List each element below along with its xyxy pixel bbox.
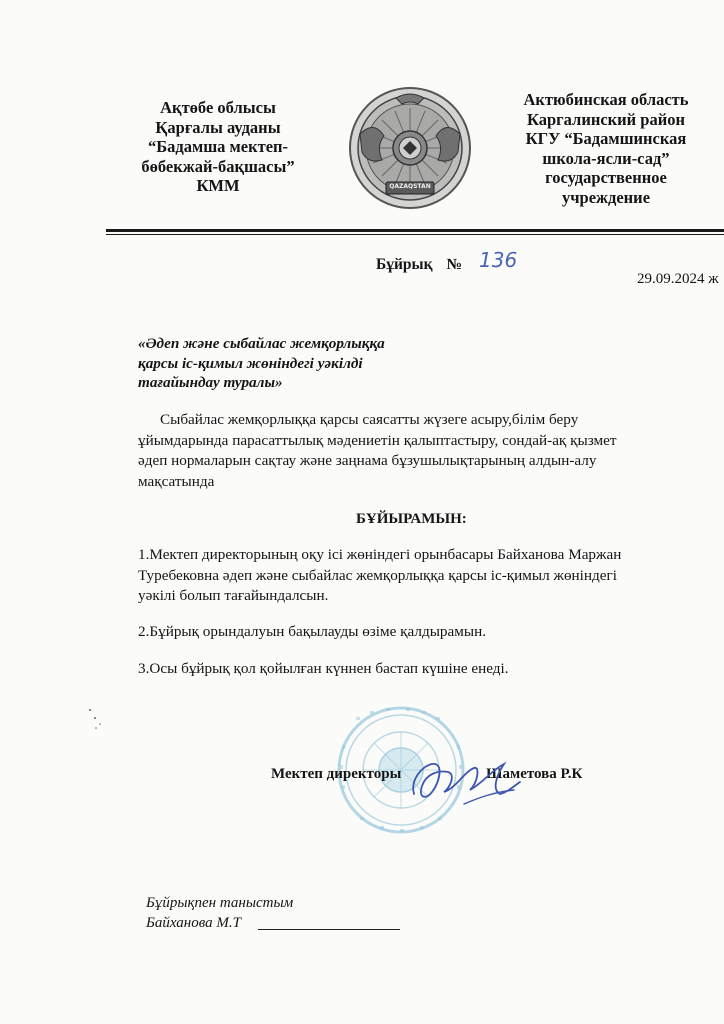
header-right-line: КГУ “Бадамшинская xyxy=(525,129,687,148)
acknowledgement-line1: Бұйрықпен таныстым xyxy=(146,895,294,911)
order-title-line: «Әдеп және сыбайлас жемқорлыққа xyxy=(138,335,385,352)
order-item-1: 1.Мектеп директорының оқу ісі жөніндегі орынбасары Байханова Маржан Туребековна әдеп және сыбайлас жемқорлыққа қарсы іс-қимыл жөніндегі уәкілі болып тағайындалсын. xyxy=(138,546,622,604)
header-left-line: “Бадамша мектеп- xyxy=(147,137,289,156)
order-item-3: 3.Осы бұйрық қол қойылған күннен бастап күшіне енеді. xyxy=(138,660,509,677)
header-right-line: Актюбинская область xyxy=(523,90,689,109)
header-divider-thin xyxy=(106,234,724,235)
order-title xyxy=(138,334,385,393)
acknowledgement-line2: Байханова М.Т xyxy=(146,915,241,931)
header-right-line: школа-ясли-сад” xyxy=(542,148,670,168)
order-item-2: 2.Бұйрық орындалуын бақылауды өзіме қалдырамын. xyxy=(138,623,486,640)
header-right-line: государственное xyxy=(545,168,667,187)
handwritten-signature xyxy=(404,742,524,812)
acknowledgement xyxy=(146,893,293,933)
order-label: Бұйрық xyxy=(376,256,433,273)
emblem-ribbon-text: QAZAQSTAN xyxy=(389,183,431,190)
header-right-line: учреждение xyxy=(561,187,651,207)
header-right-line: Каргалинский район xyxy=(527,109,685,129)
header-divider-thick xyxy=(106,229,724,232)
order-title-line: тағайындау туралы» xyxy=(138,374,283,391)
header-left-kazakh xyxy=(118,98,318,196)
order-number-handwritten: 136 xyxy=(479,248,518,272)
order-number-sign: № xyxy=(446,256,463,273)
header-left-line: бөбекжай-бақшасы” xyxy=(141,156,295,176)
header-left-line: Қарғалы ауданы xyxy=(155,117,281,137)
header-left-line: Ақтөбе облысы xyxy=(160,98,276,117)
signature-role: Мектеп директоры xyxy=(271,766,402,782)
order-title-line: қарсы іс-қимыл жөніндегі уәкілді xyxy=(138,354,363,372)
signature-scribble-icon xyxy=(404,742,524,812)
margin-specks xyxy=(86,706,106,730)
state-emblem xyxy=(348,86,472,210)
order-date: 29.09.2024 ж xyxy=(637,271,719,287)
state-emblem-icon xyxy=(348,86,472,210)
order-heading xyxy=(376,256,462,274)
preamble-paragraph: Сыбайлас жемқорлыққа қарсы саясатты жүзеге асыру,білім беру ұйымдарында парасаттылық мәдениетін қалыптастыру, сондай-ақ қызмет әдеп нормаларын сақтау және заңнама бұзушылықтарының алдын-алу мақсатында xyxy=(138,411,617,490)
header-left-line: КММ xyxy=(196,176,240,195)
signature-name: Шаметова Р.К xyxy=(486,766,583,782)
header-right-russian xyxy=(506,90,706,207)
specks-icon xyxy=(86,706,106,730)
decree-heading: БҰЙЫРАМЫН: xyxy=(356,511,467,527)
acknowledgement-signature-line xyxy=(258,929,400,930)
